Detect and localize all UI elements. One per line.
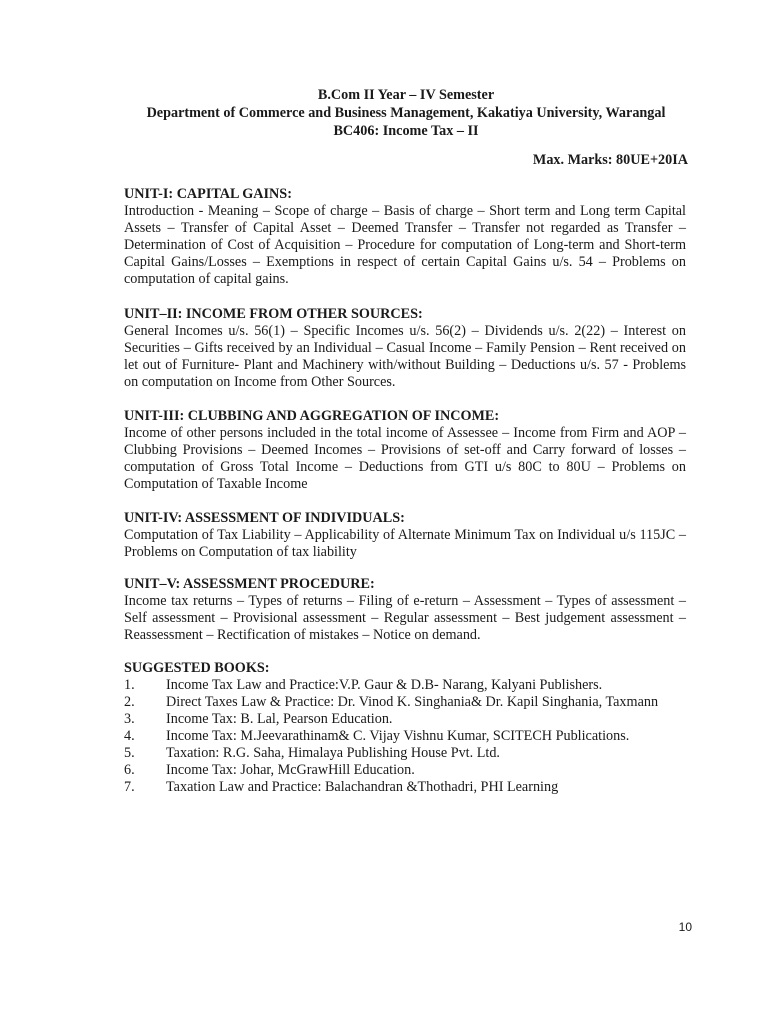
unit-5 (124, 576, 686, 644)
unit-3 (124, 408, 686, 493)
book-item (124, 779, 704, 796)
book-item (124, 762, 704, 779)
book-text: Income Tax: M.Jeevarathinam& C. Vijay Vishnu Kumar, SCITECH Publications. (166, 728, 630, 744)
book-item (124, 677, 704, 694)
book-text: Income Tax Law and Practice:V.P. Gaur & D.B- Narang, Kalyani Publishers. (166, 677, 603, 693)
unit-title: UNIT-III: CLUBBING AND AGGREGATION OF INCOME: (124, 408, 500, 424)
book-text: Direct Taxes Law & Practice: Dr. Vinod K. Singhania& Dr. Kapil Singhania, Taxmann (166, 694, 659, 710)
unit-text: Income tax returns – Types of returns – Filing of e-return – Assessment – Types of assessment – Self assessment – Provisional assessment – Regular assessment – Best judgement assessment – Reassessment – Rectification of mistakes – Notice on demand. (124, 593, 686, 643)
unit-title: UNIT–V: ASSESSMENT PROCEDURE: (124, 576, 375, 592)
book-item (124, 745, 704, 762)
unit-1 (124, 186, 686, 288)
book-number: 6. (124, 762, 135, 778)
unit-title: UNIT-IV: ASSESSMENT OF INDIVIDUALS: (124, 510, 405, 526)
book-text: Income Tax: B. Lal, Pearson Education. (166, 711, 393, 727)
suggested-books (124, 660, 704, 796)
document-header (124, 86, 688, 140)
unit-text: General Incomes u/s. 56(1) – Specific Incomes u/s. 56(2) – Dividends u/s. 2(22) – Interest on Securities – Gifts received by an Individual – Casual Income – Family Pension – Rent received on let out of Furniture- Plant and Machinery with/without Building – Deductions u/s. 57 - Problems on computation on Income from Other Sources. (124, 323, 686, 390)
books-title: SUGGESTED BOOKS: (124, 660, 270, 676)
unit-4 (124, 510, 686, 561)
unit-title: UNIT-I: CAPITAL GAINS: (124, 186, 292, 202)
paper-code: BC406: Income Tax – II (333, 123, 479, 139)
book-item (124, 711, 704, 728)
book-item (124, 694, 704, 711)
unit-text: Introduction - Meaning – Scope of charge – Basis of charge – Short term and Long term Capital Assets – Transfer of Capital Asset – Deemed Transfer – Transfer not regarded as Transfer – Determination of Cost of Acquisition – Procedure for computation of Long-term and Short-term Capital Gains/Losses – Exemptions in respect of certain Capital Gains u/s. 54 – Problems on computation of capital gains. (124, 203, 686, 287)
unit-2 (124, 306, 686, 391)
book-number: 3. (124, 711, 135, 727)
page-number: 10 (678, 920, 692, 934)
unit-title: UNIT–II: INCOME FROM OTHER SOURCES: (124, 306, 423, 322)
book-text: Taxation Law and Practice: Balachandran &Thothadri, PHI Learning (166, 779, 559, 795)
department-name: Department of Commerce and Business Management, Kakatiya University, Warangal (146, 105, 666, 121)
unit-text: Income of other persons included in the total income of Assessee – Income from Firm and AOP – Clubbing Provisions – Deemed Incomes – Provisions of set-off and Carry forward of losses – computation of Gross Total Income – Deductions from GTI u/s 80C to 80U – Problems on Computation of Taxable Income (124, 425, 686, 492)
book-item (124, 728, 704, 745)
book-number: 7. (124, 779, 135, 795)
book-text: Income Tax: Johar, McGrawHill Education. (166, 762, 415, 778)
unit-text: Computation of Tax Liability – Applicability of Alternate Minimum Tax on Individual u/s 115JC – Problems on Computation of tax liability (124, 527, 686, 560)
course-title: B.Com II Year – IV Semester (317, 87, 495, 103)
book-text: Taxation: R.G. Saha, Himalaya Publishing House Pvt. Ltd. (166, 745, 500, 761)
book-number: 4. (124, 728, 135, 744)
book-number: 5. (124, 745, 135, 761)
max-marks: Max. Marks: 80UE+20IA (532, 152, 688, 168)
book-number: 2. (124, 694, 135, 710)
book-number: 1. (124, 677, 135, 693)
